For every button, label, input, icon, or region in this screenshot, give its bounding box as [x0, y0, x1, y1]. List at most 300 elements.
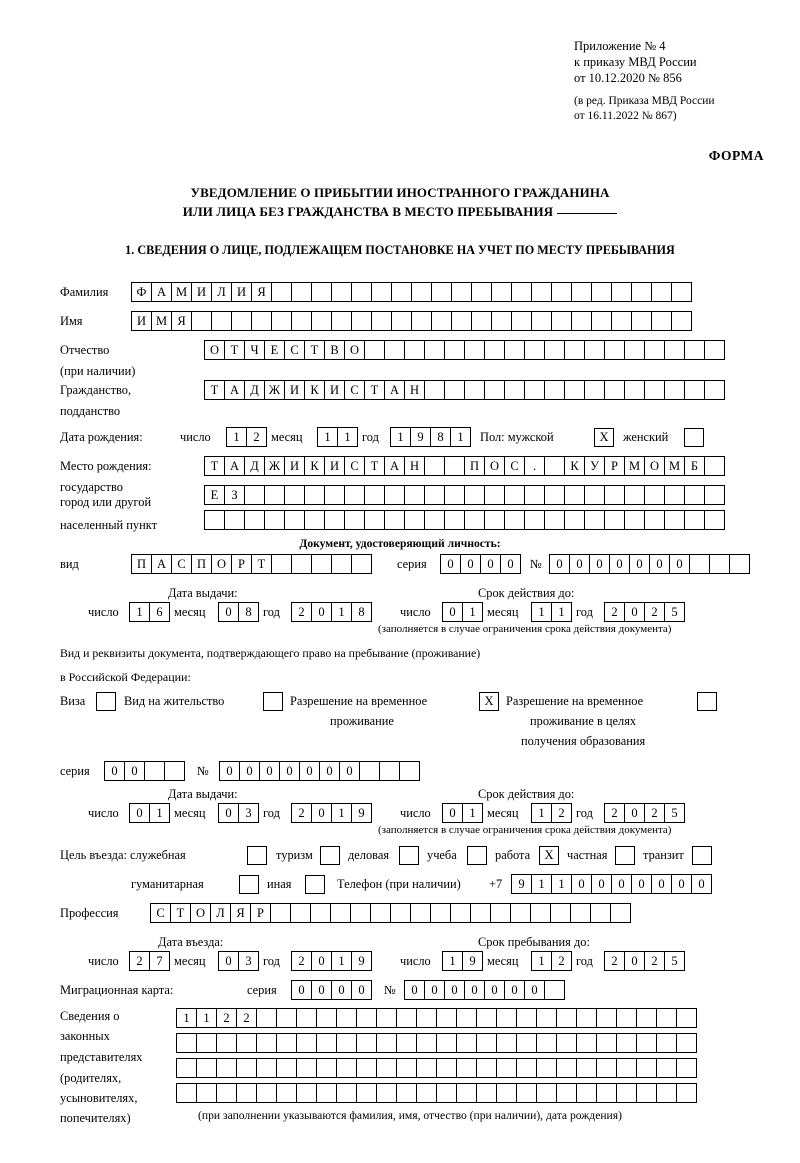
char-cell[interactable] — [356, 1083, 377, 1103]
char-cell[interactable] — [504, 510, 525, 530]
char-cell[interactable] — [624, 485, 645, 505]
char-cell[interactable] — [411, 311, 432, 331]
profession-input[interactable] — [150, 903, 630, 923]
char-cell[interactable] — [451, 282, 472, 302]
doc-issue-year-input[interactable] — [291, 602, 371, 622]
char-cell[interactable]: 0 — [331, 980, 352, 1000]
char-cell[interactable] — [276, 1058, 297, 1078]
char-cell[interactable]: 3 — [238, 951, 259, 971]
char-cell[interactable] — [664, 340, 685, 360]
char-cell[interactable] — [296, 1083, 317, 1103]
char-cell[interactable] — [484, 510, 505, 530]
char-cell[interactable] — [544, 510, 565, 530]
char-cell[interactable] — [231, 311, 252, 331]
char-cell[interactable] — [304, 510, 325, 530]
char-cell[interactable] — [436, 1058, 457, 1078]
char-cell[interactable] — [689, 554, 710, 574]
birthplace-input-row-1[interactable] — [204, 456, 724, 476]
char-cell[interactable] — [504, 340, 525, 360]
char-cell[interactable]: 2 — [644, 951, 665, 971]
char-cell[interactable] — [524, 485, 545, 505]
char-cell[interactable] — [504, 485, 525, 505]
char-cell[interactable] — [664, 485, 685, 505]
char-cell[interactable]: 2 — [236, 1008, 257, 1028]
char-cell[interactable] — [436, 1008, 457, 1028]
char-cell[interactable] — [656, 1083, 677, 1103]
char-cell[interactable]: 2 — [551, 803, 572, 823]
char-cell[interactable]: П — [191, 554, 212, 574]
char-cell[interactable] — [316, 1083, 337, 1103]
char-cell[interactable]: 8 — [238, 602, 259, 622]
char-cell[interactable] — [591, 311, 612, 331]
char-cell[interactable]: 1 — [337, 427, 358, 447]
char-cell[interactable]: Я — [251, 282, 272, 302]
sex-male-checkbox[interactable]: X — [594, 428, 614, 447]
char-cell[interactable] — [636, 1058, 657, 1078]
char-cell[interactable]: 0 — [631, 874, 652, 894]
char-cell[interactable]: 0 — [339, 761, 360, 781]
permit-issue-year-input[interactable] — [291, 803, 371, 823]
char-cell[interactable] — [436, 1083, 457, 1103]
char-cell[interactable]: Ч — [244, 340, 265, 360]
char-cell[interactable]: 1 — [149, 803, 170, 823]
char-cell[interactable] — [651, 311, 672, 331]
char-cell[interactable]: 0 — [311, 803, 332, 823]
sex-female-checkbox[interactable] — [684, 428, 704, 447]
char-cell[interactable] — [336, 1058, 357, 1078]
char-cell[interactable] — [596, 1083, 617, 1103]
char-cell[interactable] — [496, 1058, 517, 1078]
char-cell[interactable] — [311, 311, 332, 331]
stay-year-input[interactable] — [604, 951, 684, 971]
char-cell[interactable] — [391, 311, 412, 331]
char-cell[interactable] — [624, 380, 645, 400]
char-cell[interactable] — [484, 485, 505, 505]
char-cell[interactable] — [344, 510, 365, 530]
char-cell[interactable] — [176, 1083, 197, 1103]
char-cell[interactable] — [316, 1008, 337, 1028]
char-cell[interactable]: 0 — [279, 761, 300, 781]
char-cell[interactable]: 0 — [609, 554, 630, 574]
char-cell[interactable] — [176, 1058, 197, 1078]
char-cell[interactable]: 0 — [671, 874, 692, 894]
char-cell[interactable]: А — [384, 380, 405, 400]
char-cell[interactable] — [636, 1008, 657, 1028]
char-cell[interactable] — [684, 340, 705, 360]
char-cell[interactable] — [556, 1058, 577, 1078]
char-cell[interactable] — [364, 510, 385, 530]
char-cell[interactable]: 0 — [691, 874, 712, 894]
char-cell[interactable] — [444, 380, 465, 400]
char-cell[interactable]: С — [150, 903, 171, 923]
char-cell[interactable] — [196, 1083, 217, 1103]
char-cell[interactable] — [704, 510, 725, 530]
char-cell[interactable] — [676, 1008, 697, 1028]
char-cell[interactable] — [464, 340, 485, 360]
char-cell[interactable] — [244, 485, 265, 505]
char-cell[interactable]: 2 — [604, 602, 625, 622]
char-cell[interactable] — [644, 340, 665, 360]
char-cell[interactable]: Т — [170, 903, 191, 923]
char-cell[interactable] — [424, 456, 445, 476]
char-cell[interactable] — [476, 1058, 497, 1078]
char-cell[interactable]: Р — [250, 903, 271, 923]
char-cell[interactable] — [331, 282, 352, 302]
permit-valid-day-input[interactable] — [442, 803, 482, 823]
char-cell[interactable]: И — [324, 380, 345, 400]
char-cell[interactable] — [556, 1083, 577, 1103]
char-cell[interactable]: Т — [251, 554, 272, 574]
char-cell[interactable]: Б — [684, 456, 705, 476]
char-cell[interactable]: 0 — [218, 803, 239, 823]
char-cell[interactable] — [404, 485, 425, 505]
char-cell[interactable] — [671, 282, 692, 302]
char-cell[interactable]: А — [224, 456, 245, 476]
char-cell[interactable] — [576, 1083, 597, 1103]
char-cell[interactable] — [564, 485, 585, 505]
char-cell[interactable] — [270, 903, 291, 923]
char-cell[interactable] — [631, 311, 652, 331]
char-cell[interactable]: 1 — [531, 951, 552, 971]
char-cell[interactable] — [311, 554, 332, 574]
char-cell[interactable] — [596, 1058, 617, 1078]
char-cell[interactable] — [530, 903, 551, 923]
char-cell[interactable]: 0 — [500, 554, 521, 574]
char-cell[interactable] — [511, 311, 532, 331]
char-cell[interactable]: 0 — [442, 602, 463, 622]
char-cell[interactable] — [544, 380, 565, 400]
char-cell[interactable]: В — [324, 340, 345, 360]
char-cell[interactable] — [371, 311, 392, 331]
legal-reps-input-row-2[interactable] — [176, 1033, 696, 1053]
migration-number-input[interactable] — [404, 980, 564, 1000]
char-cell[interactable]: 3 — [238, 803, 259, 823]
char-cell[interactable] — [350, 903, 371, 923]
char-cell[interactable]: Я — [230, 903, 251, 923]
char-cell[interactable]: 0 — [259, 761, 280, 781]
char-cell[interactable]: 2 — [129, 951, 150, 971]
char-cell[interactable]: 0 — [589, 554, 610, 574]
char-cell[interactable] — [396, 1058, 417, 1078]
char-cell[interactable] — [616, 1083, 637, 1103]
char-cell[interactable]: 7 — [149, 951, 170, 971]
char-cell[interactable] — [456, 1008, 477, 1028]
char-cell[interactable] — [470, 903, 491, 923]
char-cell[interactable]: Д — [244, 456, 265, 476]
stay-day-input[interactable] — [442, 951, 482, 971]
char-cell[interactable] — [416, 1083, 437, 1103]
char-cell[interactable] — [216, 1058, 237, 1078]
char-cell[interactable] — [404, 510, 425, 530]
char-cell[interactable] — [364, 340, 385, 360]
char-cell[interactable] — [651, 282, 672, 302]
char-cell[interactable] — [644, 510, 665, 530]
permit-valid-month-input[interactable] — [531, 803, 571, 823]
char-cell[interactable] — [444, 485, 465, 505]
char-cell[interactable] — [564, 380, 585, 400]
char-cell[interactable] — [524, 340, 545, 360]
char-cell[interactable] — [496, 1033, 517, 1053]
char-cell[interactable] — [496, 1083, 517, 1103]
birthplace-input-row-3[interactable] — [204, 510, 724, 530]
doc-kind-input[interactable] — [131, 554, 371, 574]
char-cell[interactable]: 0 — [591, 874, 612, 894]
char-cell[interactable]: 0 — [484, 980, 505, 1000]
char-cell[interactable] — [524, 380, 545, 400]
char-cell[interactable] — [336, 1083, 357, 1103]
char-cell[interactable] — [576, 1058, 597, 1078]
char-cell[interactable]: 0 — [624, 602, 645, 622]
char-cell[interactable]: 0 — [218, 951, 239, 971]
char-cell[interactable] — [444, 510, 465, 530]
char-cell[interactable] — [484, 380, 505, 400]
char-cell[interactable]: Л — [211, 282, 232, 302]
char-cell[interactable]: Т — [224, 340, 245, 360]
char-cell[interactable] — [424, 340, 445, 360]
char-cell[interactable] — [216, 1083, 237, 1103]
char-cell[interactable] — [296, 1033, 317, 1053]
char-cell[interactable]: 0 — [624, 803, 645, 823]
char-cell[interactable] — [176, 1033, 197, 1053]
char-cell[interactable]: О — [204, 340, 225, 360]
char-cell[interactable] — [376, 1008, 397, 1028]
char-cell[interactable] — [256, 1058, 277, 1078]
char-cell[interactable]: 0 — [239, 761, 260, 781]
doc-issue-month-input[interactable] — [218, 602, 258, 622]
purpose-study-checkbox[interactable] — [467, 846, 487, 865]
char-cell[interactable] — [236, 1058, 257, 1078]
char-cell[interactable]: 1 — [226, 427, 247, 447]
char-cell[interactable] — [424, 510, 445, 530]
visa-checkbox[interactable] — [96, 692, 116, 711]
char-cell[interactable]: 1 — [531, 803, 552, 823]
char-cell[interactable]: И — [284, 456, 305, 476]
phone-input[interactable] — [511, 874, 711, 894]
citizenship-input[interactable] — [204, 380, 724, 400]
char-cell[interactable]: Я — [171, 311, 192, 331]
char-cell[interactable] — [536, 1033, 557, 1053]
char-cell[interactable] — [344, 485, 365, 505]
char-cell[interactable]: 0 — [442, 803, 463, 823]
char-cell[interactable] — [584, 510, 605, 530]
char-cell[interactable]: Ж — [264, 456, 285, 476]
char-cell[interactable]: Н — [404, 456, 425, 476]
char-cell[interactable]: 1 — [531, 874, 552, 894]
char-cell[interactable]: 0 — [611, 874, 632, 894]
char-cell[interactable]: Ж — [264, 380, 285, 400]
char-cell[interactable] — [256, 1008, 277, 1028]
char-cell[interactable] — [570, 903, 591, 923]
char-cell[interactable] — [356, 1008, 377, 1028]
char-cell[interactable] — [356, 1058, 377, 1078]
char-cell[interactable]: С — [504, 456, 525, 476]
purpose-humanitarian-checkbox[interactable] — [239, 875, 259, 894]
char-cell[interactable] — [444, 456, 465, 476]
char-cell[interactable] — [556, 1008, 577, 1028]
char-cell[interactable] — [504, 380, 525, 400]
char-cell[interactable]: О — [484, 456, 505, 476]
char-cell[interactable]: 0 — [504, 980, 525, 1000]
char-cell[interactable] — [224, 510, 245, 530]
char-cell[interactable]: 1 — [442, 951, 463, 971]
char-cell[interactable]: А — [224, 380, 245, 400]
char-cell[interactable] — [271, 282, 292, 302]
char-cell[interactable]: А — [384, 456, 405, 476]
char-cell[interactable] — [564, 510, 585, 530]
char-cell[interactable] — [276, 1008, 297, 1028]
char-cell[interactable] — [544, 456, 565, 476]
legal-reps-input-row-3[interactable] — [176, 1058, 696, 1078]
char-cell[interactable] — [536, 1058, 557, 1078]
char-cell[interactable] — [276, 1083, 297, 1103]
char-cell[interactable] — [544, 340, 565, 360]
char-cell[interactable]: М — [151, 311, 172, 331]
char-cell[interactable] — [296, 1058, 317, 1078]
char-cell[interactable] — [611, 282, 632, 302]
char-cell[interactable]: 2 — [291, 602, 312, 622]
char-cell[interactable] — [236, 1033, 257, 1053]
char-cell[interactable] — [196, 1058, 217, 1078]
char-cell[interactable] — [571, 311, 592, 331]
char-cell[interactable]: 0 — [299, 761, 320, 781]
char-cell[interactable] — [456, 1058, 477, 1078]
char-cell[interactable] — [331, 554, 352, 574]
char-cell[interactable]: 1 — [331, 602, 352, 622]
char-cell[interactable] — [399, 761, 420, 781]
char-cell[interactable]: Е — [204, 485, 225, 505]
char-cell[interactable] — [431, 311, 452, 331]
char-cell[interactable] — [511, 282, 532, 302]
char-cell[interactable] — [656, 1008, 677, 1028]
char-cell[interactable]: 1 — [390, 427, 411, 447]
char-cell[interactable]: К — [304, 380, 325, 400]
char-cell[interactable]: 5 — [664, 803, 685, 823]
char-cell[interactable] — [291, 311, 312, 331]
char-cell[interactable] — [271, 554, 292, 574]
char-cell[interactable] — [330, 903, 351, 923]
char-cell[interactable]: 0 — [444, 980, 465, 1000]
char-cell[interactable]: 0 — [629, 554, 650, 574]
char-cell[interactable] — [291, 554, 312, 574]
char-cell[interactable] — [571, 282, 592, 302]
char-cell[interactable]: 0 — [480, 554, 501, 574]
char-cell[interactable] — [290, 903, 311, 923]
entry-year-input[interactable] — [291, 951, 371, 971]
char-cell[interactable] — [664, 510, 685, 530]
char-cell[interactable] — [211, 311, 232, 331]
char-cell[interactable] — [676, 1058, 697, 1078]
legal-reps-input-row-1[interactable] — [176, 1008, 696, 1028]
char-cell[interactable] — [550, 903, 571, 923]
char-cell[interactable] — [264, 485, 285, 505]
char-cell[interactable] — [204, 510, 225, 530]
char-cell[interactable]: 1 — [462, 803, 483, 823]
char-cell[interactable]: О — [344, 340, 365, 360]
char-cell[interactable]: 0 — [311, 602, 332, 622]
char-cell[interactable] — [324, 485, 345, 505]
permit-issue-day-input[interactable] — [129, 803, 169, 823]
char-cell[interactable] — [576, 1033, 597, 1053]
char-cell[interactable]: 1 — [331, 803, 352, 823]
char-cell[interactable] — [536, 1008, 557, 1028]
char-cell[interactable] — [464, 485, 485, 505]
char-cell[interactable]: М — [664, 456, 685, 476]
char-cell[interactable]: 0 — [219, 761, 240, 781]
char-cell[interactable]: 0 — [460, 554, 481, 574]
char-cell[interactable] — [396, 1008, 417, 1028]
char-cell[interactable]: О — [190, 903, 211, 923]
char-cell[interactable]: Р — [231, 554, 252, 574]
char-cell[interactable]: 0 — [311, 980, 332, 1000]
char-cell[interactable] — [624, 340, 645, 360]
char-cell[interactable] — [616, 1058, 637, 1078]
char-cell[interactable]: М — [171, 282, 192, 302]
char-cell[interactable]: П — [131, 554, 152, 574]
char-cell[interactable] — [431, 282, 452, 302]
doc-series-input[interactable] — [440, 554, 520, 574]
char-cell[interactable] — [596, 1008, 617, 1028]
char-cell[interactable]: 0 — [311, 951, 332, 971]
char-cell[interactable] — [384, 340, 405, 360]
char-cell[interactable] — [244, 510, 265, 530]
char-cell[interactable]: 1 — [531, 602, 552, 622]
char-cell[interactable] — [709, 554, 730, 574]
char-cell[interactable] — [564, 340, 585, 360]
char-cell[interactable] — [464, 510, 485, 530]
char-cell[interactable]: К — [564, 456, 585, 476]
char-cell[interactable] — [424, 380, 445, 400]
char-cell[interactable]: 6 — [149, 602, 170, 622]
char-cell[interactable] — [331, 311, 352, 331]
char-cell[interactable]: 1 — [196, 1008, 217, 1028]
char-cell[interactable] — [410, 903, 431, 923]
char-cell[interactable] — [364, 485, 385, 505]
char-cell[interactable]: И — [131, 311, 152, 331]
char-cell[interactable] — [516, 1083, 537, 1103]
char-cell[interactable]: Ф — [131, 282, 152, 302]
char-cell[interactable]: 1 — [176, 1008, 197, 1028]
char-cell[interactable] — [404, 340, 425, 360]
char-cell[interactable]: 2 — [291, 803, 312, 823]
purpose-transit-checkbox[interactable] — [692, 846, 712, 865]
char-cell[interactable] — [391, 282, 412, 302]
char-cell[interactable] — [704, 456, 725, 476]
residence-permit-checkbox[interactable] — [263, 692, 283, 711]
char-cell[interactable] — [164, 761, 185, 781]
doc-issue-day-input[interactable] — [129, 602, 169, 622]
permit-series-input[interactable] — [104, 761, 184, 781]
char-cell[interactable]: 0 — [291, 980, 312, 1000]
char-cell[interactable] — [596, 1033, 617, 1053]
char-cell[interactable]: 9 — [410, 427, 431, 447]
purpose-tourism-checkbox[interactable] — [320, 846, 340, 865]
char-cell[interactable]: 0 — [104, 761, 125, 781]
char-cell[interactable] — [191, 311, 212, 331]
birth-month-input[interactable] — [317, 427, 357, 447]
char-cell[interactable] — [684, 380, 705, 400]
char-cell[interactable]: 0 — [549, 554, 570, 574]
char-cell[interactable]: 0 — [351, 980, 372, 1000]
char-cell[interactable]: 0 — [571, 874, 592, 894]
char-cell[interactable] — [324, 510, 345, 530]
char-cell[interactable] — [656, 1058, 677, 1078]
char-cell[interactable]: Т — [204, 456, 225, 476]
char-cell[interactable]: О — [644, 456, 665, 476]
stay-month-input[interactable] — [531, 951, 571, 971]
purpose-private-checkbox[interactable] — [615, 846, 635, 865]
char-cell[interactable] — [516, 1058, 537, 1078]
char-cell[interactable] — [471, 311, 492, 331]
